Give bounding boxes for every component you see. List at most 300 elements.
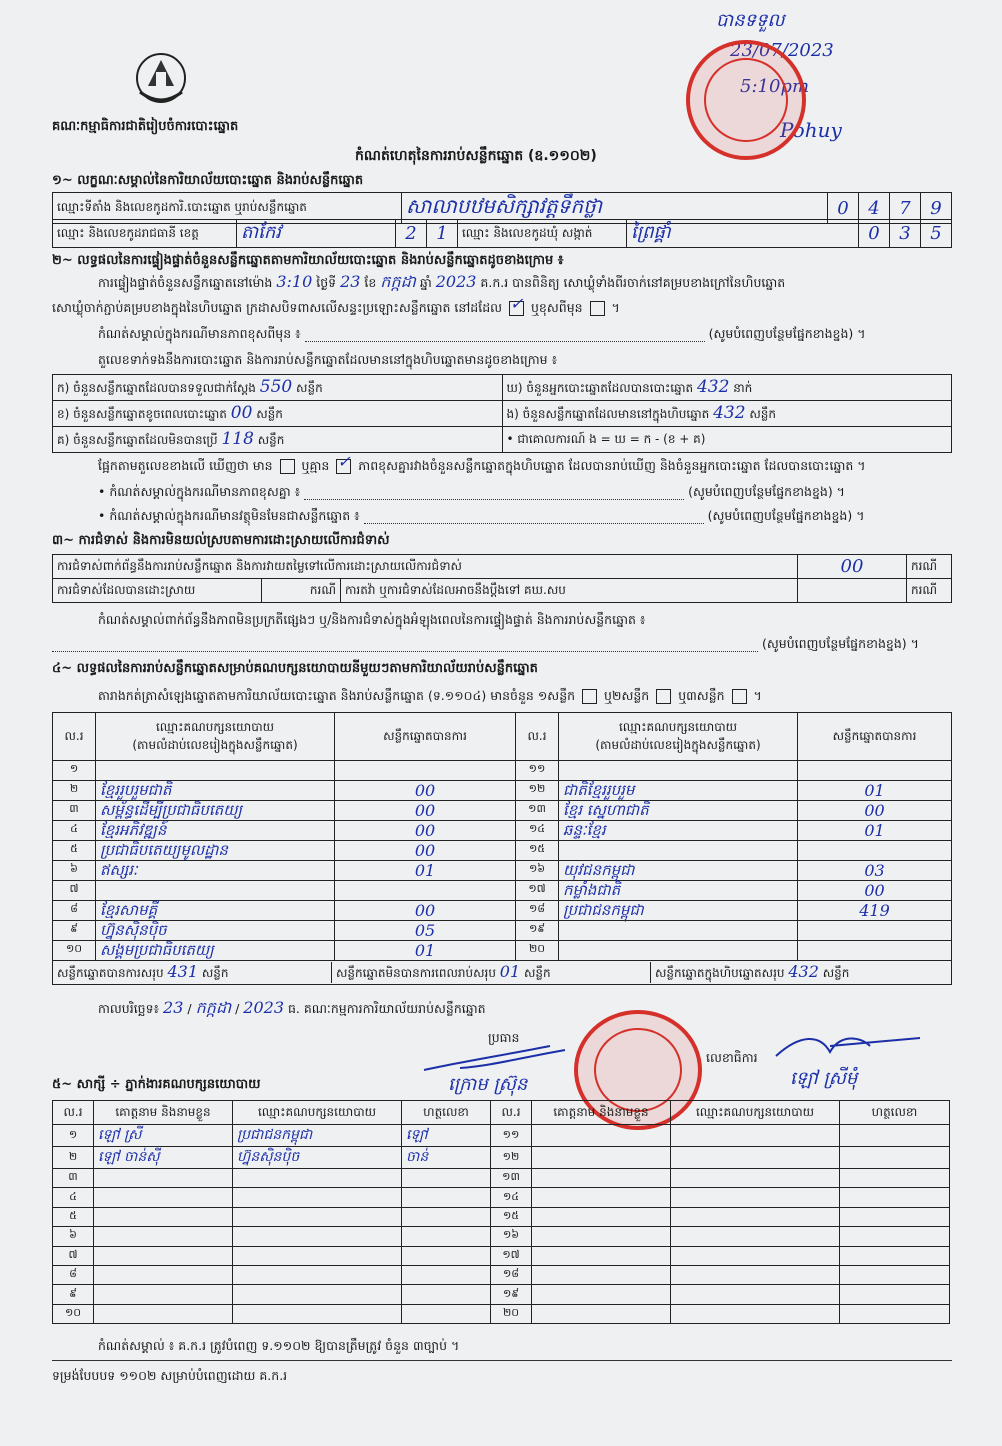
- col-party: ឈ្មោះគណបក្សនយោបាយ: [671, 1101, 840, 1125]
- total-invalid-label: សន្លឹកឆ្នោតមិនបានការពេលរាប់សរុប: [336, 965, 496, 980]
- witness-signature: [840, 1265, 950, 1284]
- vote-count: 00: [335, 800, 516, 820]
- appeal-label: ការតវ៉ា ឬការជំទាស់ដែលអាចនឹងប្តឹងទៅ គឃ.សប: [341, 579, 798, 603]
- section3-heading: ៣~ ការជំទាស់ និងការមិនយល់ស្របតាមការដោះស្រាយលើការជំទាស់: [52, 533, 390, 548]
- witness-name: ឡៅ ចាន់ស៊ី: [94, 1147, 233, 1169]
- witness-party: [671, 1227, 840, 1246]
- witness-party: [233, 1246, 402, 1265]
- witness-signature: ចាន់: [402, 1147, 491, 1169]
- unit: សន្លឹក: [256, 407, 283, 421]
- witness-signature: [402, 1207, 491, 1226]
- results-table: [52, 712, 952, 985]
- result-row: [53, 820, 952, 840]
- witness-party: [671, 1246, 840, 1265]
- date-month: កក្កដា: [195, 998, 232, 1017]
- witness-party: [671, 1188, 840, 1207]
- commune-digit: 0: [859, 220, 890, 248]
- witness-party: [671, 1285, 840, 1304]
- unit: សន្លឹក: [749, 407, 777, 421]
- row2-label: ឈ្មោះ និងលេខកូដរាជធានី ខេត្ត: [53, 220, 237, 248]
- row-no: ៥: [53, 840, 96, 860]
- vote-count: 00: [798, 880, 952, 900]
- vote-count: 01: [798, 820, 952, 840]
- row-no: ១០: [53, 940, 96, 960]
- party-name: ហ្វ៊ុនស៊ិនប៉ិច: [96, 920, 335, 940]
- footnote: កំណត់សម្គាល់ ៖ គ.ក.រ ត្រូវបំពេញ ទ.១១០២ ឱ្យបានត្រឹមត្រូវ ចំនួន ៣ច្បាប់ ។: [98, 1338, 460, 1353]
- note-label: កំណត់សម្គាល់ក្នុងករណីមានភាពខុសពីមុន ៖: [98, 326, 301, 341]
- row-no: ១៧: [491, 1246, 532, 1265]
- party-name: [96, 761, 335, 781]
- witness-name: [532, 1169, 671, 1188]
- province-table: [52, 219, 952, 248]
- province-digit: 1: [427, 220, 458, 248]
- count-e-value: 432: [713, 403, 746, 423]
- witness-signature: [840, 1207, 950, 1226]
- vote-count: [335, 761, 516, 781]
- received-time: 5:10pm: [740, 76, 810, 97]
- row-no: ១៤: [516, 820, 559, 840]
- witness-party: [671, 1207, 840, 1226]
- section4-heading: ៤~ លទ្ធផលនៃការរាប់សន្លឹកឆ្នោតសម្រាប់គណបក្សនយោបាយនីមួយៗតាមការិយាល័យរាប់សន្លឹកឆ្នោត: [52, 661, 538, 676]
- fill-note: (សូមបំពេញបន្ថែមផ្នែកខាងខ្នង) ។: [761, 636, 919, 651]
- witness-name: [532, 1246, 671, 1265]
- party-name: ប្រជាធិបតេយ្យមូលដ្ឋាន: [96, 840, 335, 860]
- objection-table: [52, 554, 952, 603]
- witness-party: [233, 1207, 402, 1226]
- result-row: [53, 880, 952, 900]
- result-row: [53, 940, 952, 960]
- witness-party: [233, 1265, 402, 1284]
- witness-signature: [840, 1227, 950, 1246]
- secretary-label: លេខាធិការ: [706, 1050, 758, 1065]
- commune-digit: 5: [921, 220, 952, 248]
- row-no: ៨: [53, 900, 96, 920]
- count-b-label: ខ) ចំនួនសន្លឹកឆ្នោតខូចពេលបោះឆ្នោត: [57, 407, 227, 421]
- verify-year: 2023: [435, 272, 477, 291]
- party-name: [559, 940, 798, 960]
- secretary-name: ឡៅ ស្រីមុំ: [790, 1068, 858, 1089]
- row-no: ៧: [53, 1246, 94, 1265]
- party-name: ខ្មែរ ស្នេហាជាតិ: [559, 800, 798, 820]
- party-name: [559, 761, 798, 781]
- official-stamp-top: [686, 40, 806, 160]
- row-no: ១: [53, 761, 96, 781]
- row-no: ១: [53, 1125, 94, 1147]
- total-box: [651, 962, 952, 983]
- col-no: ល.រ: [491, 1101, 532, 1125]
- bullet1-line: [98, 484, 845, 500]
- objection-note: កំណត់សម្គាល់ពាក់ព័ន្ធនឹងភាពមិនប្រក្រតីផ្សេងៗ ឬ/និងការជំទាស់ក្នុងអំឡុងពេលនៃការផ្ទៀងផ្ទាត់ និងការរាប់សន្លឹកឆ្នោត ៖: [98, 612, 646, 627]
- unchanged-checkbox[interactable]: ✓: [509, 301, 524, 316]
- row-no: ១៩: [516, 920, 559, 940]
- witness-table: [52, 1100, 950, 1324]
- total-valid-label: សន្លឹកឆ្នោតបានការសរុប: [57, 965, 164, 980]
- witness-row: [53, 1169, 950, 1188]
- witness-signature: [840, 1304, 950, 1323]
- witness-row: [53, 1188, 950, 1207]
- bullet2: • កំណត់សម្គាល់ក្នុងករណីមានវត្ថុមិនមែនជាសន្លឹកឆ្នោត ៖: [98, 508, 360, 523]
- two-sheet-checkbox[interactable]: [656, 689, 671, 704]
- fill-note: (សូមបំពេញបន្ថែមផ្នែកខាងខ្នង) ។: [707, 508, 865, 523]
- two-sheets-text: ឬ២សន្លឹក: [604, 688, 650, 703]
- code1-digit: 0: [828, 193, 859, 224]
- witness-signature: [402, 1227, 491, 1246]
- col-party-sub: (តាមលំដាប់លេខរៀងក្នុងសន្លឹកឆ្នោត): [595, 737, 761, 752]
- seal-text: សោឃ្លុំចាក់ភ្ជាប់គម្របខាងក្នុងនៃហិបឆ្នោត ក្រដាសបិទពាសលើសន្ទះប្រឡោះសន្លឹកឆ្នោត នៅដដែល: [52, 300, 503, 315]
- vote-count: 01: [335, 860, 516, 880]
- verify-hour: 3:10: [276, 272, 313, 291]
- verify-text-2: គ.ក.រ បានពិនិត្យ សោឃ្លុំទាំងពីរចាក់នៅគម្របខាងក្រៅនៃហិបឆ្នោត: [480, 275, 786, 290]
- row-no: ៩: [53, 920, 96, 940]
- total-valid-value: 431: [167, 961, 199, 981]
- witness-name: [94, 1265, 233, 1284]
- witness-name: [532, 1147, 671, 1169]
- commune-name: ព្រៃផ្គាំ: [627, 220, 859, 248]
- witness-signature: [840, 1246, 950, 1265]
- unit-case: ករណី: [907, 555, 952, 579]
- three-sheet-checkbox[interactable]: [732, 689, 747, 704]
- row-no: ១២: [491, 1147, 532, 1169]
- year-text: ឆ្នាំ: [419, 275, 432, 290]
- witness-party: [233, 1304, 402, 1323]
- row-no: ១១: [516, 761, 559, 781]
- result-row: [53, 900, 952, 920]
- witness-row: [53, 1246, 950, 1265]
- totals-row: [53, 960, 952, 984]
- party-name: ឆន្ទៈខ្មែរ: [559, 820, 798, 840]
- row-no: ២០: [516, 940, 559, 960]
- total-box-value: 432: [788, 961, 819, 981]
- section5-heading: ៥~ សាក្សី ÷ ភ្នាក់ងារគណបក្សនយោបាយ: [52, 1077, 261, 1092]
- col-votes: សន្លឹកឆ្នោតបានការ: [335, 713, 516, 761]
- row-no: ៥: [53, 1207, 94, 1226]
- total-invalid: [332, 962, 651, 983]
- total-box-label: សន្លឹកឆ្នោតក្នុងហិបឆ្នោតសរុប: [655, 965, 785, 980]
- row-no: ៣: [53, 800, 96, 820]
- witness-name: [94, 1304, 233, 1323]
- authority-name: គណៈកម្មាធិការជាតិរៀបចំការបោះឆ្នោត: [52, 119, 239, 134]
- row-no: ១៧: [516, 880, 559, 900]
- row-no: ១៩: [491, 1285, 532, 1304]
- count-e-label: ង) ចំនួនសន្លឹកឆ្នោតដែលមាននៅក្នុងហិបឆ្នោត: [506, 407, 710, 421]
- no-diff-checkbox[interactable]: ✓: [336, 459, 351, 474]
- witness-party: [233, 1227, 402, 1246]
- witness-signature: [840, 1147, 950, 1169]
- witness-name: [94, 1207, 233, 1226]
- form-footer: ទម្រង់បែបបទ ១១០២ សម្រាប់បំពេញដោយ គ.ក.រ: [52, 1368, 288, 1383]
- count-a-value: 550: [259, 377, 293, 397]
- count-b-value: 00: [230, 403, 253, 423]
- witness-name: [532, 1227, 671, 1246]
- row-no: ៤: [53, 1188, 94, 1207]
- col-no: ល.រ: [53, 713, 96, 761]
- row-no: ៧: [53, 880, 96, 900]
- received-signature: Pohuy: [780, 118, 842, 142]
- witness-signature: [840, 1125, 950, 1147]
- fill-note: (សូមបំពេញបន្ថែមផ្នែកខាងខ្នង) ។: [688, 484, 845, 499]
- witness-signature: [840, 1188, 950, 1207]
- total-valid: [53, 962, 332, 983]
- witness-party: [233, 1169, 402, 1188]
- witness-name: [94, 1188, 233, 1207]
- vote-count: 00: [335, 780, 516, 800]
- row-no: ៩: [53, 1285, 94, 1304]
- witness-party: ប្រជាជនកម្ពុជា: [233, 1125, 402, 1147]
- witness-name: [532, 1265, 671, 1284]
- col-party: [559, 713, 798, 761]
- bullet2-line: [98, 508, 864, 524]
- witness-name: [532, 1285, 671, 1304]
- intro-line: តួលេខទាក់ទងនឹងការបោះឆ្នោត និងការរាប់សន្លឹកឆ្នោតដែលមាននៅក្នុងហិបឆ្នោតមានដូចខាងក្រោម ៖: [98, 352, 558, 367]
- verify-text: ការផ្ទៀងផ្ទាត់ចំនួនសន្លឹកឆ្នោតនៅម៉ោង: [98, 275, 273, 290]
- row-no: ១៤: [491, 1188, 532, 1207]
- witness-party: [671, 1169, 840, 1188]
- col-no: ល.រ: [516, 713, 559, 761]
- witness-signature: [402, 1265, 491, 1284]
- unit: នាក់: [733, 381, 753, 395]
- col-votes: សន្លឹកឆ្នោតបានការ: [798, 713, 952, 761]
- fill-note: (សូមបំពេញបន្ថែមផ្នែកខាងខ្នង) ។: [708, 326, 866, 341]
- unit: សន្លឹក: [296, 381, 323, 395]
- objection-dots: [52, 651, 758, 652]
- row-no: ១៣: [516, 800, 559, 820]
- form-title: កំណត់ហេតុនៃការរាប់សន្លឹកឆ្នោត (ឧ.១១០២): [355, 148, 597, 164]
- seal-line: សោឃ្លុំចាក់ភ្ជាប់គម្របខាងក្នុងនៃហិបឆ្នោត ក្រដាសបិទពាសលើសន្ទះប្រឡោះសន្លឹកឆ្នោត នៅដដែល ✓ ឬខុសពីមុន ។: [52, 294, 620, 315]
- count-d: [502, 375, 952, 401]
- count-c: [53, 427, 503, 453]
- footer-divider: [52, 1360, 952, 1361]
- chair-label: ប្រធាន: [488, 1030, 520, 1045]
- row-no: ១២: [516, 780, 559, 800]
- tally-text: តារាងកត់ត្រាសំឡេងឆ្នោតតាមការិយាល័យបោះឆ្នោត និងរាប់សន្លឹកឆ្នោត (ទ.១១០៤) មានចំនួន ១សន្លឹក: [98, 688, 576, 703]
- vote-count: 00: [798, 800, 952, 820]
- vote-count: 03: [798, 860, 952, 880]
- bullet1-dots: [304, 499, 684, 500]
- party-name: ប្រជាជនកម្ពុជា: [559, 900, 798, 920]
- diff-line: [98, 452, 866, 474]
- witness-party: [233, 1285, 402, 1304]
- bullet2-dots: [364, 523, 704, 524]
- witness-row: [53, 1227, 950, 1246]
- unit: សន្លឹក: [822, 965, 850, 980]
- witness-signature: [402, 1169, 491, 1188]
- changed-text: ឬខុសពីមុន: [531, 300, 583, 315]
- witness-name: [94, 1227, 233, 1246]
- count-d-label: ឃ) ចំនួនអ្នកបោះឆ្នោតដែលបានបោះឆ្នោត: [506, 381, 694, 395]
- row-no: ៦: [53, 1227, 94, 1246]
- section2-heading: ២~ លទ្ធផលនៃការផ្ទៀងផ្ទាត់ចំនួនសន្លឹកឆ្នោតតាមការិយាល័យបោះឆ្នោត និងរាប់សន្លឹកឆ្នោតដូចខាងក្រោម ៖: [52, 253, 564, 268]
- party-name: ខ្មែរអភិវឌ្ឍន៍: [96, 820, 335, 840]
- chair-name: ក្រោម ស្រ៊ុន: [448, 1074, 528, 1095]
- witness-name: [94, 1246, 233, 1265]
- vote-count: 00: [335, 900, 516, 920]
- witness-name: [532, 1188, 671, 1207]
- changed-checkbox[interactable]: [590, 301, 605, 316]
- row1-label: ឈ្មោះទីតាំង និងលេខកូដការិ.បោះឆ្នោត ឬរាប់សន្លឹកឆ្នោត: [53, 193, 402, 224]
- witness-row: [53, 1125, 950, 1147]
- emblem-logo: [132, 48, 190, 110]
- result-row: [53, 780, 952, 800]
- result-row: [53, 860, 952, 880]
- col-party: [96, 713, 335, 761]
- chair-signature: [420, 1040, 570, 1080]
- vote-count: [798, 920, 952, 940]
- note-line: [98, 326, 865, 342]
- party-name: ឥស្សរៈ: [96, 860, 335, 880]
- witness-party: [233, 1188, 402, 1207]
- polling-station-name: សាលាបឋមសិក្សាវត្តទឹកថ្លា: [402, 193, 828, 224]
- unit-case: ករណី: [907, 579, 952, 603]
- count-b: [53, 401, 503, 427]
- received-note: បានទទួល: [716, 10, 785, 31]
- witness-signature: [402, 1285, 491, 1304]
- code1-digit: 4: [859, 193, 890, 224]
- witness-party: [671, 1304, 840, 1323]
- vote-count: 05: [335, 920, 516, 940]
- tally-sheets-line: តារាងកត់ត្រាសំឡេងឆ្នោតតាមការិយាល័យបោះឆ្នោត និងរាប់សន្លឹកឆ្នោត (ទ.១១០៤) មានចំនួន ១សន្លឹក ឬ២សន្លឹក ឬ៣សន្លឹក ។: [98, 688, 762, 703]
- col-party-title: ឈ្មោះគណបក្សនយោបាយ: [155, 719, 275, 734]
- date-line: កាលបរិច្ឆេទ៖ 23 / កក្កដា / 2023 ធ. គណៈកម្មការការិយាល័យរាប់សន្លឹកឆ្នោត: [98, 998, 486, 1017]
- witness-signature: [402, 1246, 491, 1265]
- witness-signature: [402, 1304, 491, 1323]
- note-dots: [305, 341, 705, 342]
- witness-signature: [840, 1169, 950, 1188]
- diff-text-b: ឬគ្មាន: [301, 458, 330, 473]
- row-no: ២: [53, 1147, 94, 1169]
- has-diff-checkbox[interactable]: [280, 459, 295, 474]
- row-no: ១៥: [491, 1207, 532, 1226]
- diff-text-a: ផ្អែកតាមតួលេខខាងលើ ឃើញថា មាន: [98, 458, 273, 473]
- col-party: ឈ្មោះគណបក្សនយោបាយ: [233, 1101, 402, 1125]
- vote-count: 00: [335, 820, 516, 840]
- col-sign: ហត្ថលេខា: [840, 1101, 950, 1125]
- witness-party: ហ្វ៊ុនស៊ិនប៉ិច: [233, 1147, 402, 1169]
- row-no: ៦: [53, 860, 96, 880]
- total-invalid-value: 01: [499, 961, 521, 981]
- vote-count: 419: [798, 900, 952, 920]
- count-c-value: 118: [221, 429, 254, 449]
- witness-row: [53, 1265, 950, 1284]
- objection-note-line: [52, 636, 919, 652]
- col-party-sub: (តាមលំដាប់លេខរៀងក្នុងសន្លឹកឆ្នោត): [132, 737, 298, 752]
- result-row: [53, 761, 952, 781]
- vote-count: [335, 880, 516, 900]
- signoff: ធ. គណៈកម្មការការិយាល័យរាប់សន្លឹកឆ្នោត: [287, 1001, 486, 1016]
- three-sheets-text: ឬ៣សន្លឹក: [678, 688, 725, 703]
- resolved-label: ការជំទាស់ដែលបានដោះស្រាយ: [53, 579, 262, 603]
- objection-count: 00: [798, 555, 907, 579]
- witness-row: [53, 1285, 950, 1304]
- code1-digit: 7: [890, 193, 921, 224]
- verify-day: 23: [340, 272, 361, 291]
- row-no: ៨: [53, 1265, 94, 1284]
- party-name: សង្គមប្រជាធិបតេយ្យ: [96, 940, 335, 960]
- col-sign: ហត្ថលេខា: [402, 1101, 491, 1125]
- vote-count: 01: [335, 940, 516, 960]
- party-name: [96, 880, 335, 900]
- col-no: ល.រ: [53, 1101, 94, 1125]
- witness-signature: [402, 1188, 491, 1207]
- row-no: ១១: [491, 1125, 532, 1147]
- row-no: ២០: [491, 1304, 532, 1323]
- unit-case: ករណី: [262, 579, 341, 603]
- witness-party: [671, 1125, 840, 1147]
- row-no: ៣: [53, 1169, 94, 1188]
- unit: សន្លឹក: [201, 965, 229, 980]
- witness-name: [532, 1125, 671, 1147]
- verify-month: កក្កដា: [380, 272, 416, 291]
- objection-row1: ការជំទាស់ពាក់ព័ន្ធនឹងការរាប់សន្លឹកឆ្នោត និងការវាយតម្លៃទៅលើការដោះស្រាយលើការជំទាស់: [53, 555, 798, 579]
- commune-digit: 3: [890, 220, 921, 248]
- witness-party: [671, 1265, 840, 1284]
- row-no: ៤: [53, 820, 96, 840]
- diff-text-c: ភាពខុសគ្នារវាងចំនួនសន្លឹកឆ្នោតក្នុងហិបឆ្នោត ដែលបានរាប់ឃើញ និងចំនួនអ្នកបោះឆ្នោត ដែលបានបោះឆ្នោត ។: [358, 458, 866, 473]
- bullet1: • កំណត់សម្គាល់ក្នុងករណីមានភាពខុសគ្នា ៖: [98, 484, 301, 499]
- one-sheet-checkbox[interactable]: [582, 689, 597, 704]
- party-name: [559, 920, 798, 940]
- section1-heading: ១~ លក្ខណៈសម្គាល់នៃការិយាល័យបោះឆ្នោត និងរាប់សន្លឹកឆ្នោត: [52, 173, 364, 188]
- province-name: តាកែវ: [237, 220, 396, 248]
- row-no: ១៦: [491, 1227, 532, 1246]
- party-name: សម្ព័ន្ធដើម្បីប្រជាធិបតេយ្យ: [96, 800, 335, 820]
- witness-name: [94, 1285, 233, 1304]
- vote-count: 01: [798, 780, 952, 800]
- row-no: ២: [53, 780, 96, 800]
- vote-count: [798, 940, 952, 960]
- result-row: [53, 800, 952, 820]
- appeal-count: [798, 579, 907, 603]
- vote-count: [798, 840, 952, 860]
- row-no: ១៣: [491, 1169, 532, 1188]
- witness-row: [53, 1304, 950, 1323]
- date-label: កាលបរិច្ឆេទ៖: [98, 1001, 160, 1016]
- received-date: 23/07/2023: [730, 40, 834, 61]
- witness-signature: [840, 1285, 950, 1304]
- col-name: គោត្តនាម និងនាមខ្លួន: [94, 1101, 233, 1125]
- count-d-value: 432: [696, 377, 730, 397]
- verify-line: [98, 274, 785, 291]
- month-text: ខែ: [364, 275, 377, 290]
- vote-count: 00: [335, 840, 516, 860]
- party-name: កម្លាំងជាតិ: [559, 880, 798, 900]
- witness-name: [532, 1207, 671, 1226]
- unit: សន្លឹក: [257, 433, 285, 447]
- row-no: ១០: [53, 1304, 94, 1323]
- count-e: [502, 401, 952, 427]
- province-digit: 2: [396, 220, 427, 248]
- witness-party: [671, 1147, 840, 1169]
- party-name: យុវជនកម្ពុជា: [559, 860, 798, 880]
- row-no: ១៨: [516, 900, 559, 920]
- party-name: ខ្មែររួបរួមជាតិ: [96, 780, 335, 800]
- witness-name: [94, 1169, 233, 1188]
- witness-row: [53, 1207, 950, 1226]
- date-year: 2023: [243, 998, 284, 1017]
- count-a-label: ក) ចំនួនសន្លឹកឆ្នោតដែលបានទទួលជាក់ស្តែង: [57, 381, 256, 395]
- vote-count: [798, 761, 952, 781]
- code1-digit: 9: [921, 193, 952, 224]
- count-table: [52, 374, 952, 453]
- commune-label: ឈ្មោះ និងលេខកូដឃុំ សង្កាត់: [458, 220, 627, 248]
- result-row: [53, 920, 952, 940]
- party-name: ជាតិខ្មែររួបរួម: [559, 780, 798, 800]
- witness-signature: ឡៅ: [402, 1125, 491, 1147]
- unit: សន្លឹក: [523, 965, 551, 980]
- day-text: ថ្ងៃទី: [316, 275, 337, 290]
- date-day: 23: [163, 998, 184, 1017]
- party-name: ខ្មែរសាមគ្គី: [96, 900, 335, 920]
- witness-row: [53, 1147, 950, 1169]
